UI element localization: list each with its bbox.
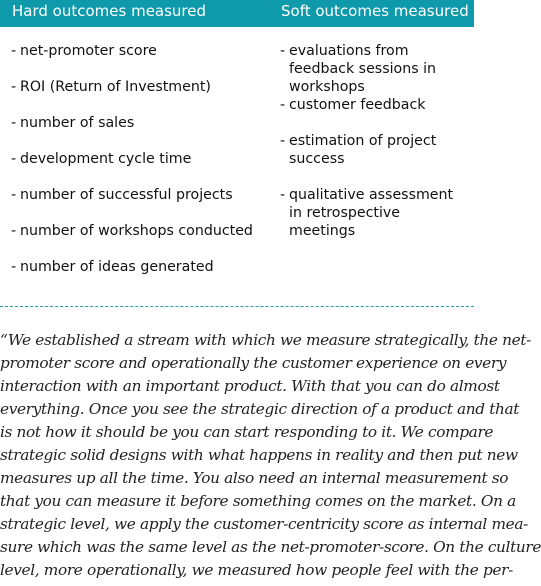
soft-outcome-item xyxy=(280,132,469,168)
soft-outcome-item xyxy=(280,42,469,96)
soft-outcome-item xyxy=(280,186,469,240)
soft-outcome-item xyxy=(280,96,469,114)
list-dash: - xyxy=(11,151,17,167)
hard-outcome-item xyxy=(11,150,191,168)
list-dash: - xyxy=(11,223,17,239)
hard-outcome-text: number of successful projects xyxy=(20,187,233,203)
quote-line: “We established a stream with which we measure strategically, the net- xyxy=(0,331,531,349)
hard-outcome-text: number of sales xyxy=(20,115,135,131)
hard-outcome-text: development cycle time xyxy=(20,151,192,167)
hard-outcome-text: net-promoter score xyxy=(20,43,157,59)
quote-line: is not how it should be you can start responding to it. We compare xyxy=(0,423,494,441)
quote-line: everything. Once you see the strategic direction of a product and that xyxy=(0,400,520,418)
soft-outcome-text: qualitative assessment in retrospective meetings xyxy=(289,187,454,239)
hard-outcome-item xyxy=(11,222,253,240)
section-divider xyxy=(0,306,474,307)
soft-outcome-text: evaluations from feedback sessions in workshops xyxy=(289,43,437,95)
quote-line: strategic level, we apply the customer-centricity score as internal mea- xyxy=(0,515,528,533)
quote-line: sure which was the same level as the net-promoter-score. On the culture xyxy=(0,538,541,556)
hard-outcome-item xyxy=(11,258,214,276)
soft-outcome-text: customer feedback xyxy=(289,97,426,113)
quote-line: promoter score and operationally the customer experience on every xyxy=(0,354,507,372)
quote-line: level, more operationally, we measured how people feel with the per- xyxy=(0,561,513,579)
table-header xyxy=(0,0,474,27)
hard-outcome-text: ROI (Return of Investment) xyxy=(20,79,211,95)
quote-line: interaction with an important product. With that you can do almost xyxy=(0,377,500,395)
quote-line: strategic solid designs with what happens in reality and then put new xyxy=(0,446,518,464)
hard-outcome-item xyxy=(11,78,211,96)
quote-line: that you can measure it before something comes on the market. On a xyxy=(0,492,516,510)
list-dash: - xyxy=(11,259,17,275)
soft-outcomes-header: Soft outcomes measured xyxy=(281,2,469,20)
hard-outcome-item xyxy=(11,42,157,60)
list-dash: - xyxy=(280,133,286,149)
hard-outcome-text: number of workshops conducted xyxy=(20,223,253,239)
hard-outcome-item xyxy=(11,186,233,204)
list-dash: - xyxy=(11,43,17,59)
soft-outcome-text: estimation of project success xyxy=(289,133,437,167)
list-dash: - xyxy=(280,97,286,113)
hard-outcome-item xyxy=(11,114,134,132)
list-dash: - xyxy=(280,43,286,59)
list-dash: - xyxy=(11,187,17,203)
list-dash: - xyxy=(11,115,17,131)
hard-outcomes-header: Hard outcomes measured xyxy=(12,2,207,20)
interview-quote xyxy=(0,329,541,586)
list-dash: - xyxy=(11,79,17,95)
hard-outcome-text: number of ideas generated xyxy=(20,259,214,275)
quote-line: measures up all the time. You also need an internal measurement so xyxy=(0,469,509,487)
list-dash: - xyxy=(280,187,286,203)
